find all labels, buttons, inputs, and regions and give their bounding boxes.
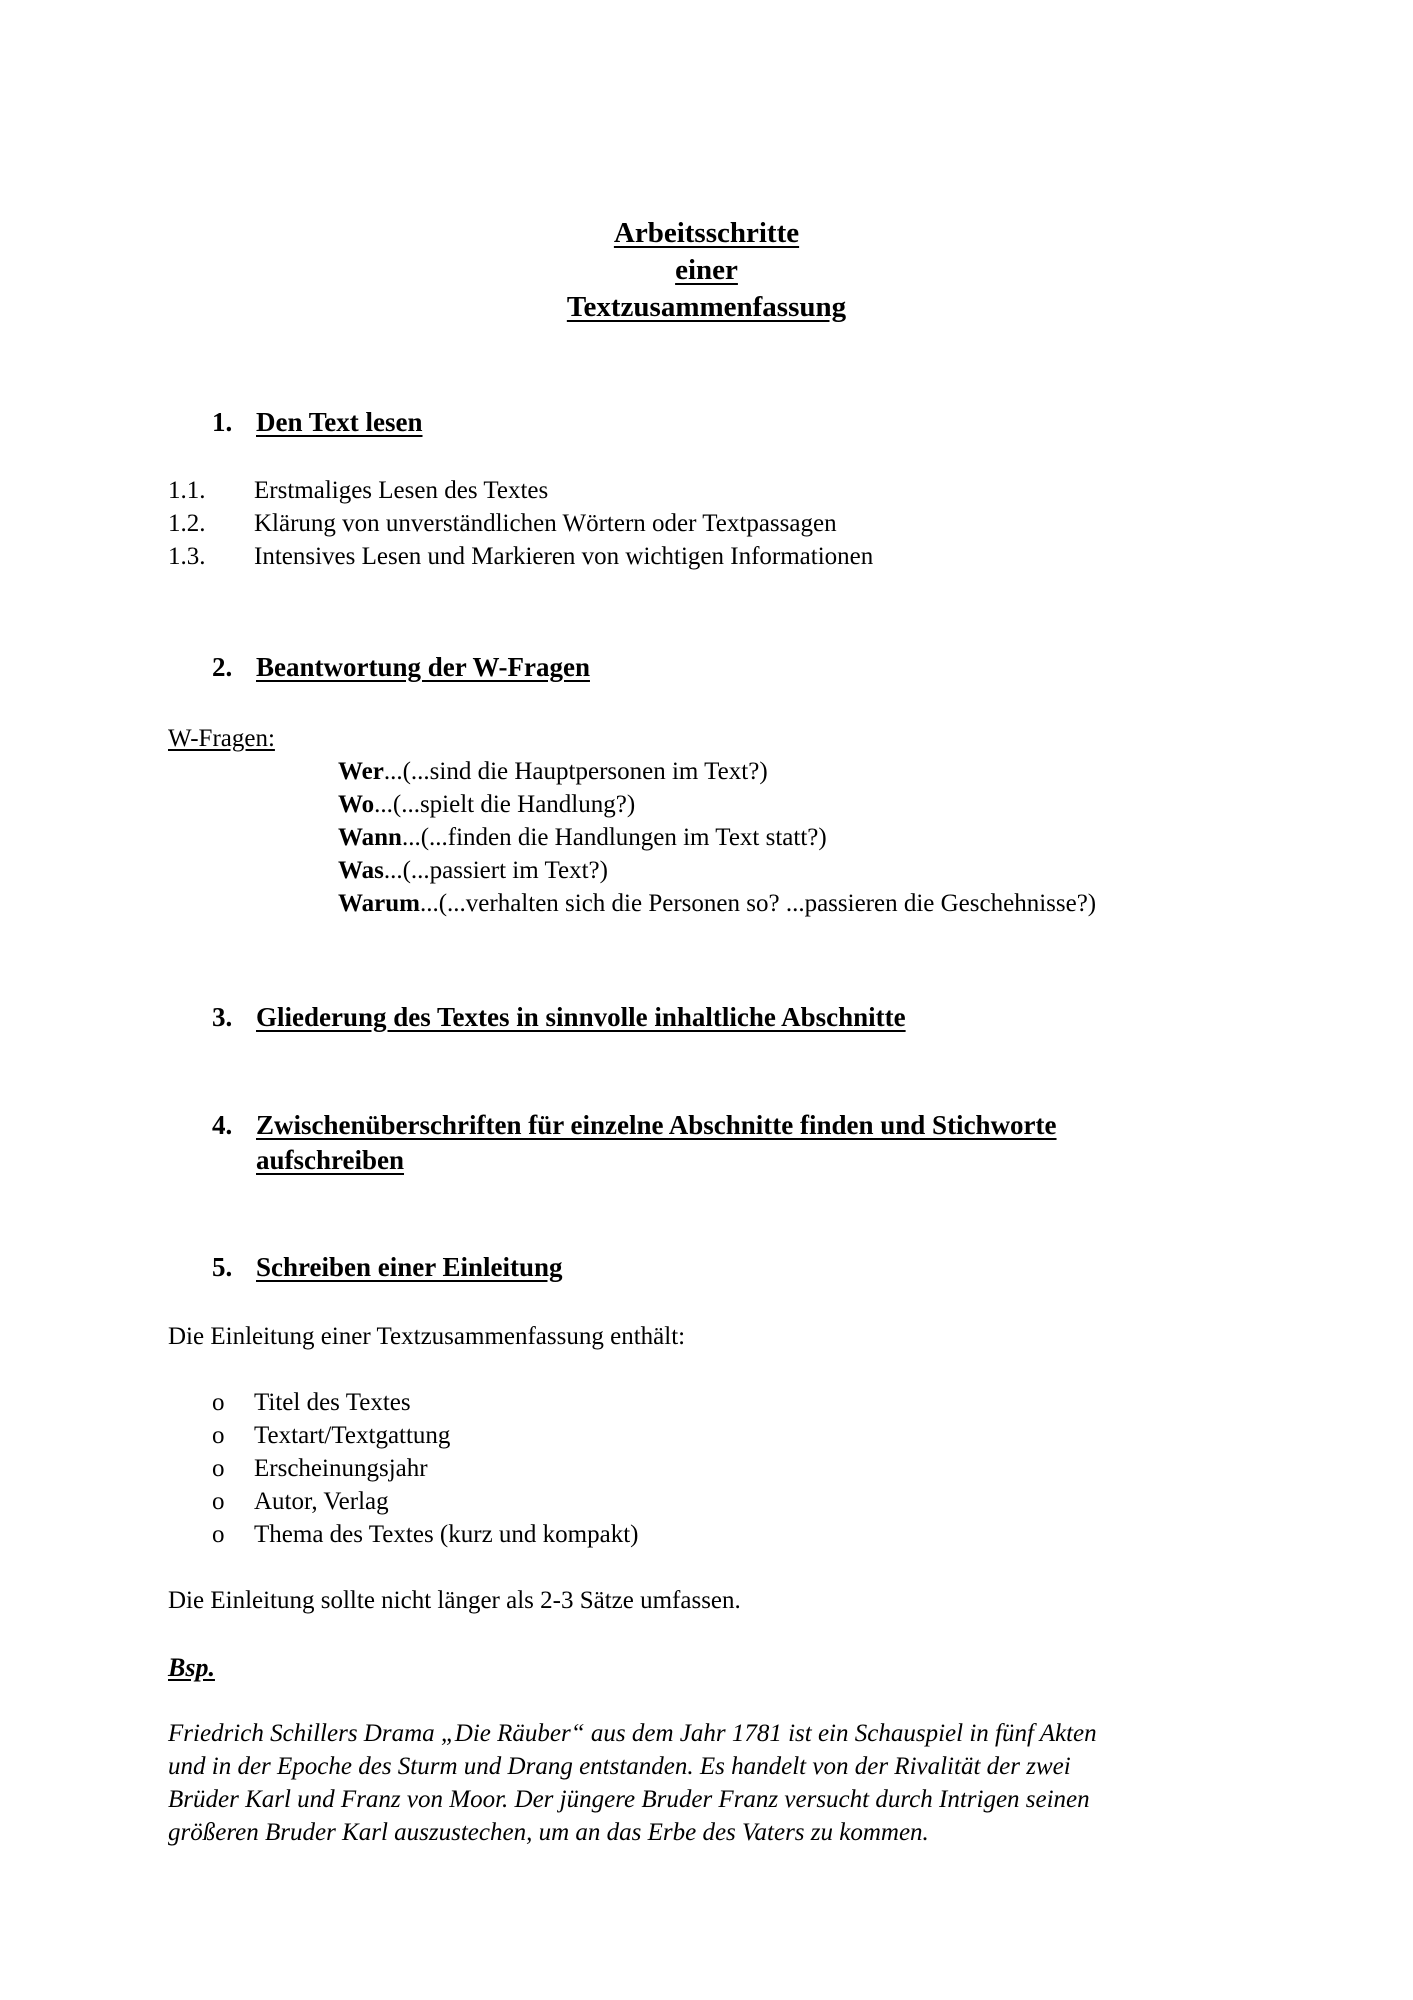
section-title: Schreiben einer Einleitung (256, 1252, 563, 1282)
title-line-2: einer (675, 254, 738, 286)
question-word: Wer (338, 758, 384, 785)
w-question (338, 890, 1096, 918)
question-text: ...(...sind die Hauptpersonen im Text?) (383, 758, 768, 785)
section-title: Den Text lesen (256, 407, 423, 437)
section-number: 4. (212, 1110, 233, 1140)
step-number: 1.1. (168, 477, 206, 504)
bullet-marker: o (212, 1422, 225, 1449)
question-word: Wo (338, 791, 375, 818)
bullet-text: Erscheinungsjahr (254, 1455, 428, 1482)
title-line-1: Arbeitsschritte (613, 217, 800, 249)
example-line: größeren Bruder Karl auszustechen, um an das Erbe des Vaters zu kommen. (168, 1819, 929, 1846)
section-number: 5. (212, 1252, 233, 1282)
step-text: Klärung von unverständlichen Wörtern oder Textpassagen (254, 510, 837, 537)
question-text: ...(...spielt die Handlung?) (374, 791, 636, 818)
bullet-text: Titel des Textes (254, 1389, 411, 1416)
section-number: 3. (212, 1002, 233, 1032)
bullet-text: Thema des Textes (kurz und kompakt) (254, 1521, 639, 1548)
question-text: ...(...passiert im Text?) (383, 857, 608, 884)
w-question (338, 758, 768, 786)
example-line: Friedrich Schillers Drama „Die Räuber“ aus dem Jahr 1781 ist ein Schauspiel in fünf Akten (168, 1720, 1097, 1747)
step-text: Erstmaliges Lesen des Textes (254, 477, 549, 504)
bullet-marker: o (212, 1455, 225, 1482)
question-text: ...(...finden die Handlungen im Text statt?) (401, 824, 827, 851)
section-title-line-2: aufschreiben (256, 1145, 405, 1175)
w-question (338, 791, 635, 819)
title-line-3: Textzusammenfassung (566, 291, 847, 323)
bullet-marker: o (212, 1521, 225, 1548)
question-word: Warum (338, 890, 420, 917)
introduction-lead: Die Einleitung einer Textzusammenfassung enthält: (168, 1323, 686, 1350)
introduction-note: Die Einleitung sollte nicht länger als 2-3 Sätze umfassen. (168, 1587, 741, 1614)
question-text: ...(...verhalten sich die Personen so? ...passieren die Geschehnisse?) (419, 890, 1097, 917)
section-title-line-1: Zwischenüberschriften für einzelne Abschnitte finden und Stichworte (256, 1110, 1057, 1140)
w-question (338, 824, 827, 852)
section-number: 1. (212, 407, 233, 437)
bullet-text: Textart/Textgattung (254, 1422, 451, 1449)
bullet-text: Autor, Verlag (254, 1488, 389, 1515)
w-questions-label: W-Fragen: (168, 725, 275, 752)
bullet-marker: o (212, 1488, 225, 1515)
step-text: Intensives Lesen und Markieren von wichtigen Informationen (254, 543, 874, 570)
step-number: 1.3. (168, 543, 206, 570)
w-question (338, 857, 608, 885)
section-number: 2. (212, 652, 233, 682)
section-title: Gliederung des Textes in sinnvolle inhaltliche Abschnitte (256, 1002, 906, 1032)
example-line: Brüder Karl und Franz von Moor. Der jüngere Bruder Franz versucht durch Intrigen seinen (168, 1786, 1090, 1813)
step-number: 1.2. (168, 510, 206, 537)
example-label: Bsp. (168, 1653, 215, 1682)
question-word: Was (338, 857, 384, 884)
question-word: Wann (338, 824, 402, 851)
section-title: Beantwortung der W-Fragen (256, 652, 590, 682)
example-line: und in der Epoche des Sturm und Drang entstanden. Es handelt von der Rivalität der zwei (168, 1753, 1071, 1780)
bullet-marker: o (212, 1389, 225, 1416)
